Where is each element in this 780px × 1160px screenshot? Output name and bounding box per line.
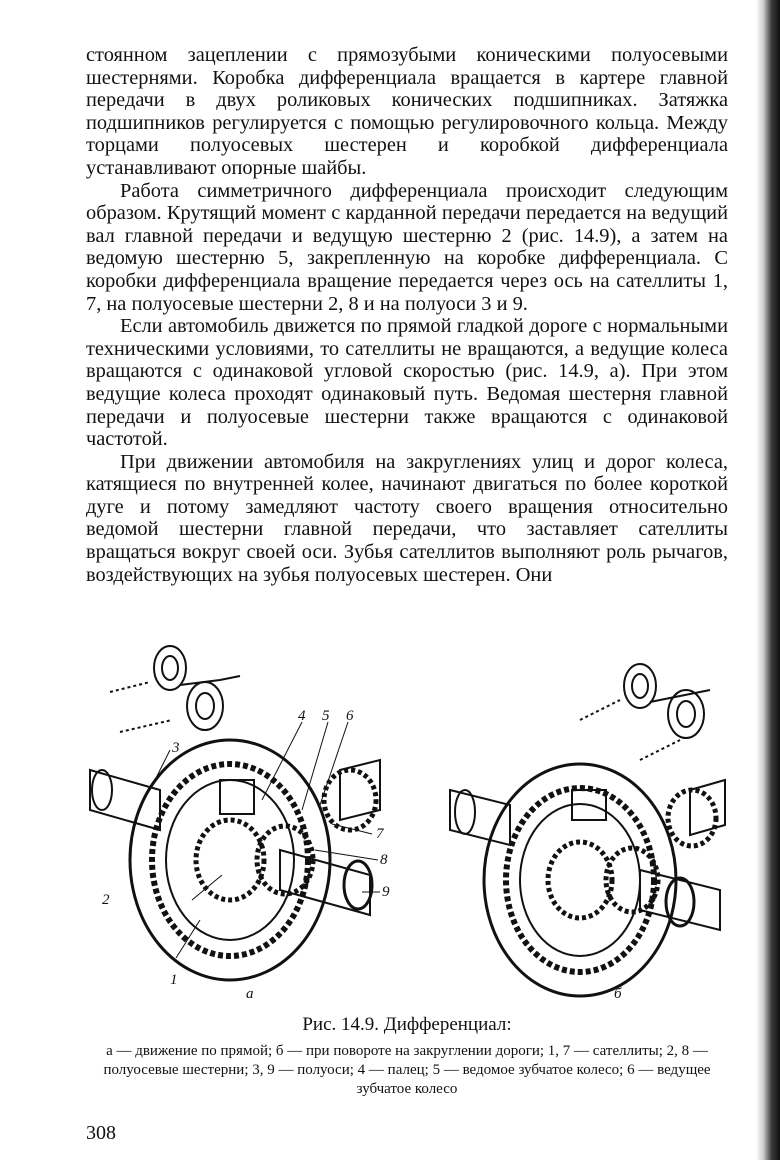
ring-gear-5 [130,740,330,980]
figure-caption-title: Рис. 14.9. Дифференциал: [302,1014,512,1035]
label-9: 9 [382,884,390,900]
label-1: 1 [170,972,178,988]
page-number: 308 [86,1122,116,1144]
page-edge-shadow [756,0,780,1160]
label-6: 6 [346,708,354,724]
differential-figure [80,640,730,1010]
label-7: 7 [376,826,384,842]
paragraph-1: стоянном зацеплении с прямозубыми коническими полуосевыми шестернями. Коробка дифференциала вращается в картере главной передачи в двух роликовых конических подшипниках. Затяжка подшипников регулируется с помощью регулировочного кольца. Между торцами полуосевых шестерен и коробкой дифференциала устанавливают опорные шайбы. [86,44,728,179]
label-3: 3 [172,740,180,756]
differential-drawings [80,640,730,1010]
paragraph-2: Работа симметричного дифференциала происходит следующим образом. Крутящий момент с карданной передачи передается на ведущий вал главной передачи и ведущую шестерню 2 (рис. 14.9), а затем на ведомую шестерню 5, закрепленную на коробке дифференциала. С коробки дифференциала вращение передается через ось на сателлиты 1, 7, на полуосевые шестерни 2, 8 и на полуоси 3 и 9. [86,179,728,315]
rotation-arrow-icon [666,878,694,926]
paragraph-4: При движении автомобиля на закруглениях улиц и дорог колеса, катящиеся по внутренней колее, начинают двигаться по более короткой дуге и потому замедляют частоту своего вращения относительно ведомой шестерни главной передачи, что заставляет сателлиты вращаться вокруг своей оси. Зубья сателлитов выполняют роль рычагов, воздействующих на зубья полуосевых шестерен. Они [86,450,728,586]
satellite-1 [548,842,612,918]
wheel-icon [154,646,186,690]
pin-4 [220,780,254,814]
paragraph-3: Если автомобиль движется по прямой гладкой дороге с нормальными техническими условиями, то сателлиты не вращаются, а ведущие колеса вращаются с одинаковой угловой скоростью (рис. 14.9, а). При этом ведущие колеса проходят одинаковый путь. Ведомая шестерня главной передачи и полуосевые шестерни также вращаются с одинаковой частотой. [86,315,728,451]
wheel-icon [187,682,223,730]
diagram-a [90,646,380,980]
subfigure-a-label: а [246,986,254,1002]
ring-gear-5 [484,764,676,996]
diagram-b [450,664,725,996]
half-shaft-3 [450,790,510,845]
half-shaft-3 [90,770,160,830]
figure-caption-body: а — движение по прямой; б — при повороте на закруглении дороги; 1, 7 — сателлиты; 2, 8 — полуосевые шестерни; 3, 9 — полуоси; 4 — палец; 5 — ведомое зубчатое колесо; 6 — ведущее зубчатое колесо [103,1043,711,1097]
rotation-arrow-icon [455,790,475,834]
subfigure-b-label: б [614,986,622,1002]
label-8: 8 [380,852,388,868]
label-4: 4 [298,708,306,724]
body-text [86,44,728,586]
rotation-arrow-icon [92,770,112,810]
label-5: 5 [322,708,330,724]
label-2: 2 [102,892,110,908]
rotation-arrow-icon [344,861,372,909]
drive-pinion-6 [690,780,725,835]
